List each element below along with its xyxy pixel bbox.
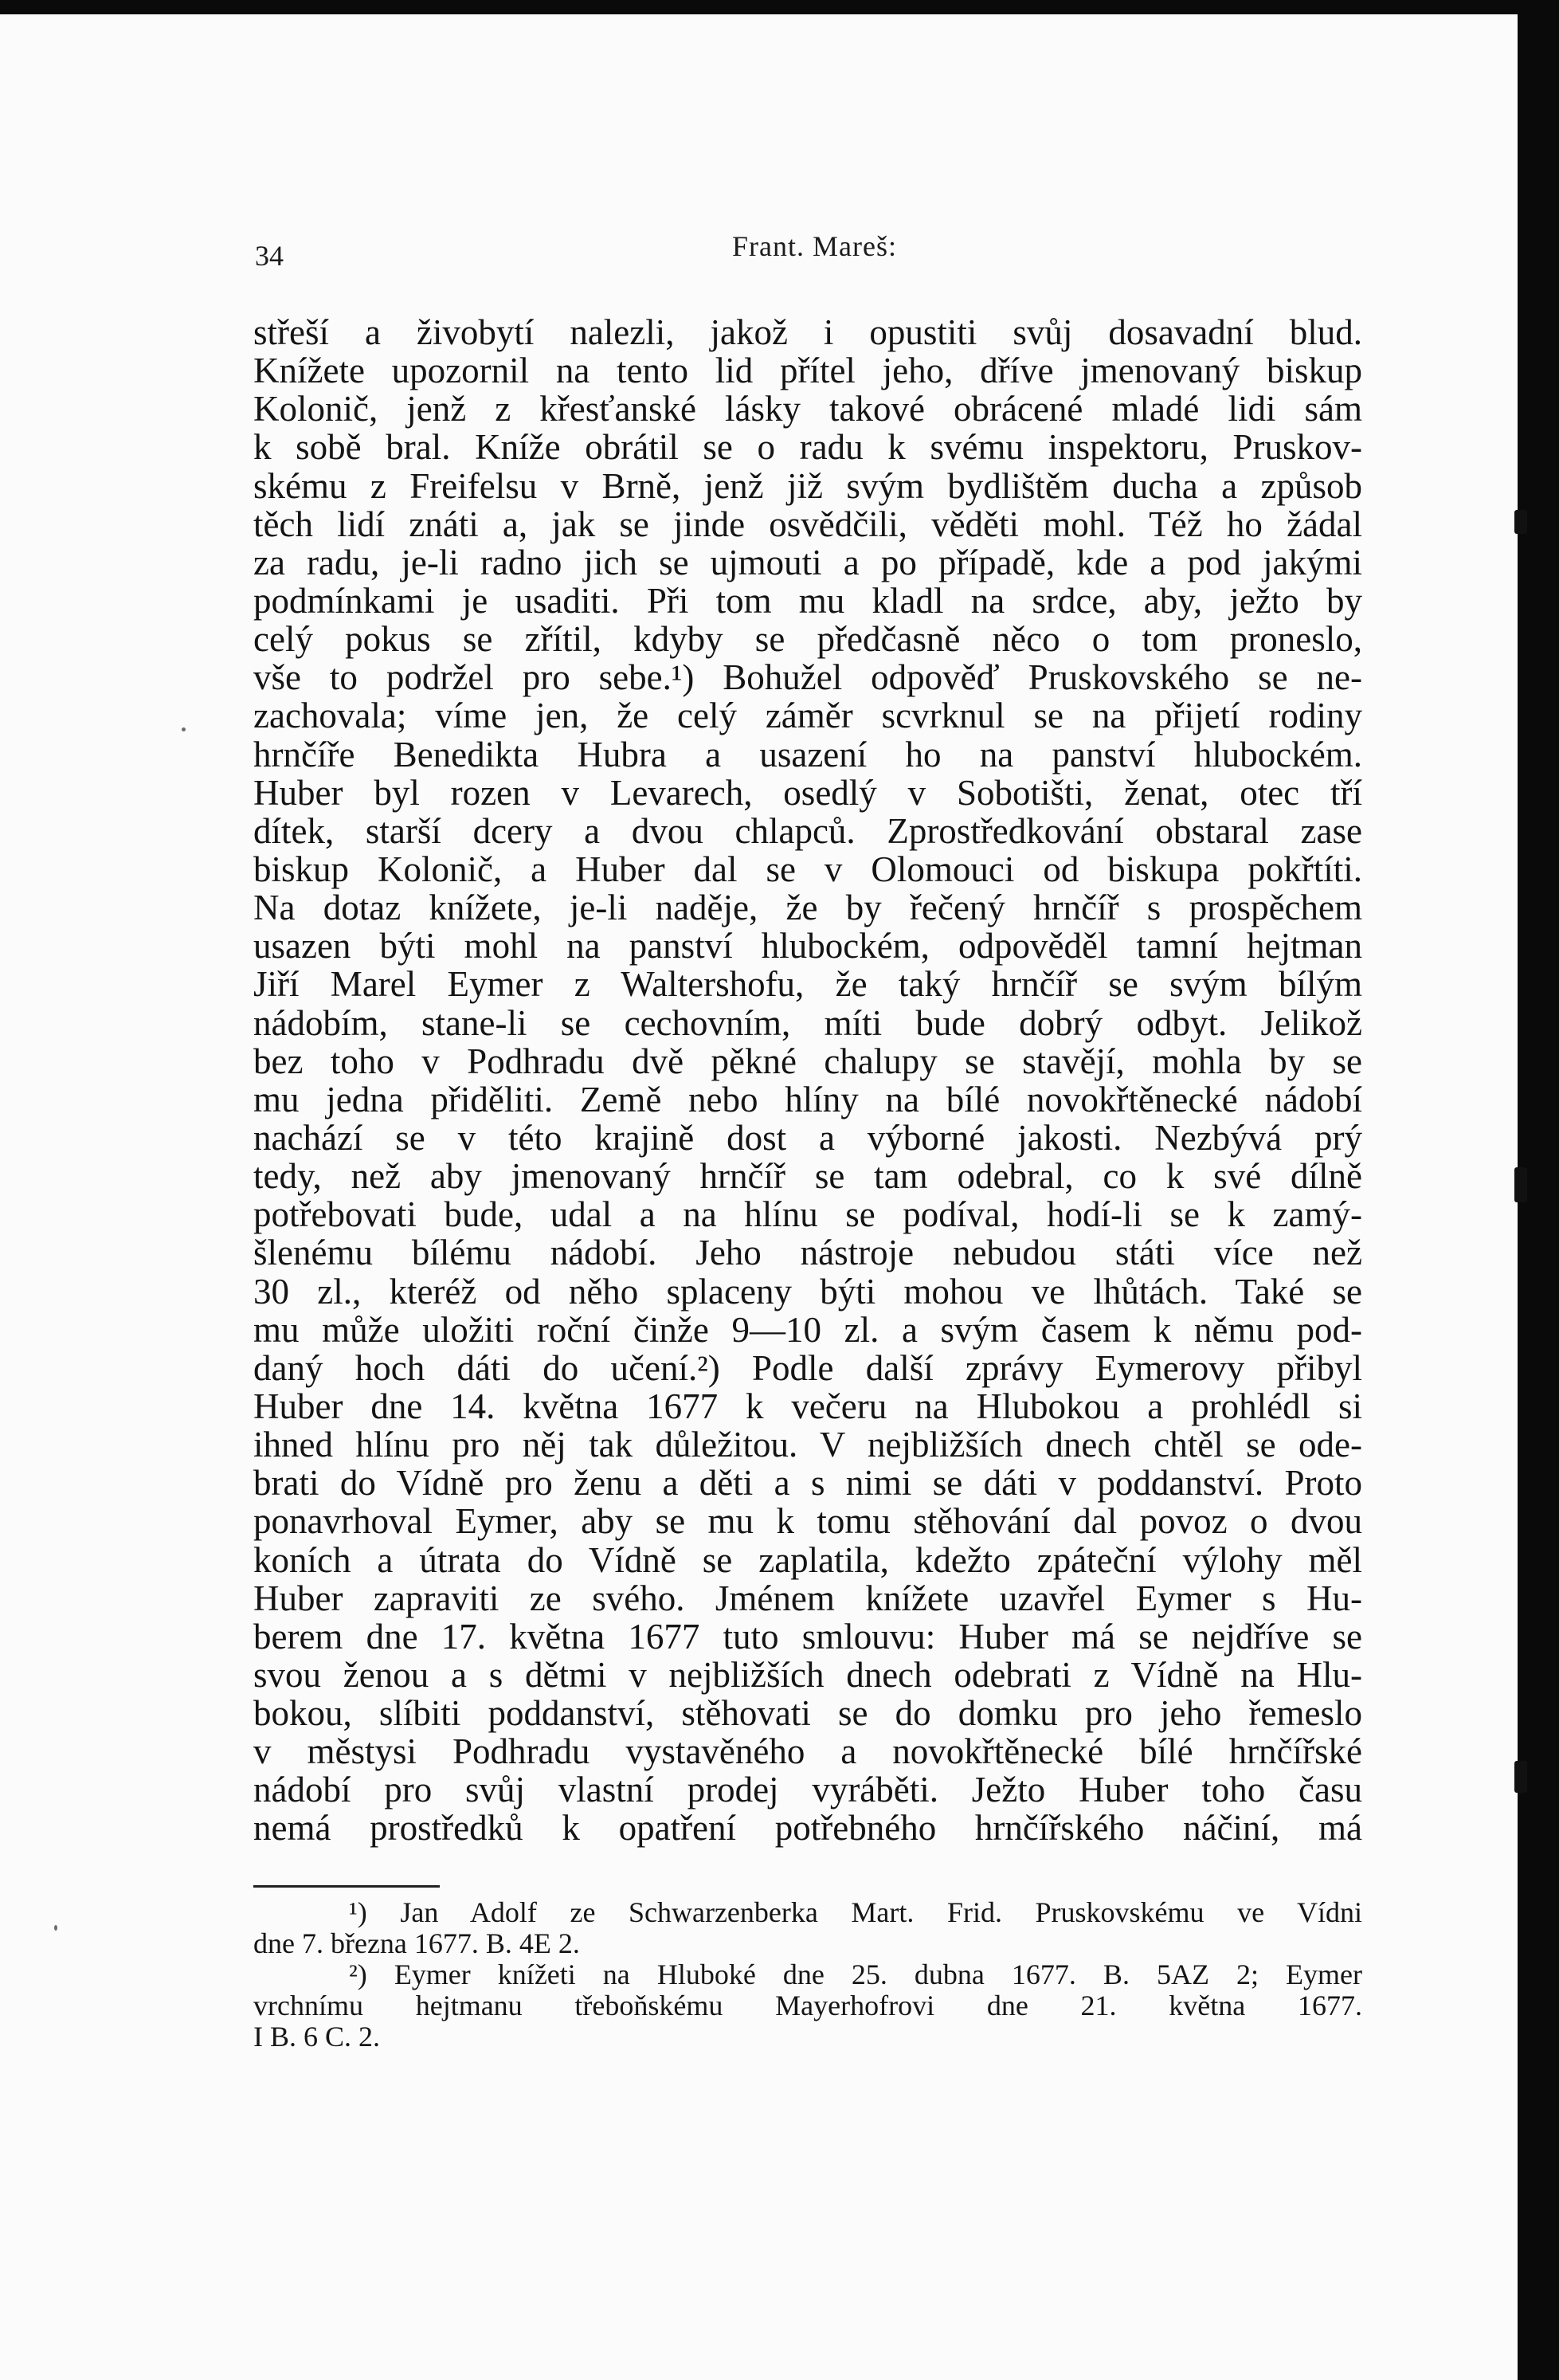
text-line: koních a útrata do Vídně se zaplatila, kdežto zpáteční výlohy měl: [253, 1539, 1362, 1580]
text-line: vše to podržel pro sebe.¹) Bohužel odpověď Pruskovského se ne-: [253, 657, 1362, 698]
text-line: potřebovati bude, udal a na hlínu se podíval, hodí-li se k zamý-: [253, 1194, 1362, 1235]
body-text: [253, 313, 1362, 1848]
footnote-rule: [253, 1885, 440, 1888]
footnote-line: vrchnímu hejtmanu třeboňskému Mayerhofrovi dne 21. května 1677.: [253, 1990, 1362, 2021]
binding-edge: [1518, 0, 1559, 2380]
text-line: Huber byl rozen v Levarech, osedlý v Sobotišti, ženat, otec tří: [253, 772, 1362, 813]
text-line: hrnčíře Benedikta Hubra a usazení ho na panství hlubockém.: [253, 734, 1362, 774]
binding-mark: [1514, 510, 1527, 534]
binding-mark: [1514, 1761, 1527, 1793]
text-line: Jiří Marel Eymer z Waltershofu, že taký hrnčíř se svým bílým: [253, 964, 1362, 1005]
text-line: dítek, starší dcery a dvou chlapců. Zprostředkování obstaral zase: [253, 810, 1362, 851]
text-line: mu může uložiti roční činže 9—10 zl. a svým časem k němu pod-: [253, 1309, 1362, 1350]
text-line: usazen býti mohl na panství hlubockém, odpověděl tamní hejtman: [253, 926, 1362, 967]
text-line: bez toho v Podhradu dvě pěkné chalupy se stavějí, mohla by se: [253, 1041, 1362, 1081]
running-head: Frant. Mareš:: [732, 230, 897, 262]
text-line: střeší a živobytí nalezli, jakož i opustiti svůj dosavadní blud.: [253, 312, 1362, 352]
text-line: těch lidí znáti a, jak se jinde osvědčili, věděti mohl. Též ho žádal: [253, 504, 1362, 544]
page-header: [255, 223, 1374, 271]
footnote-line: ²) Eymer knížeti na Hluboké dne 25. dubna 1677. B. 5AZ 2; Eymer: [349, 1959, 1362, 1990]
binding-mark: [1514, 1167, 1527, 1202]
text-line: mu jedna přiděliti. Země nebo hlíny na bílé novokřtěnecké nádobí: [253, 1079, 1362, 1119]
text-line: biskup Kolonič, a Huber dal se v Olomouci od biskupa pokřtíti.: [253, 849, 1362, 889]
footnote-line: ¹) Jan Adolf ze Schwarzenberka Mart. Frid. Pruskovskému ve Vídni: [349, 1896, 1362, 1928]
text-line: k sobě bral. Kníže obrátil se o radu k svému inspektoru, Pruskov-: [253, 427, 1362, 468]
text-line: Knížete upozornil na tento lid přítel jeho, dříve jmenovaný biskup: [253, 351, 1362, 391]
text-line: nemá prostředků k opatření potřebného hrnčířského náčiní, má: [253, 1808, 1362, 1849]
text-line: nádobí pro svůj vlastní prodej vyráběti. Ježto Huber toho času: [253, 1770, 1362, 1810]
scanned-page: [0, 14, 1518, 2380]
text-line: berem dne 17. května 1677 tuto smlouvu: Huber má se nejdříve se: [253, 1616, 1362, 1657]
text-line: v městysi Podhradu vystavěného a novokřtěnecké bílé hrnčířské: [253, 1731, 1362, 1772]
text-line: tedy, než aby jmenovaný hrnčíř se tam odebral, co k své dílně: [253, 1156, 1362, 1197]
text-line: ponavrhoval Eymer, aby se mu k tomu stěhování dal povoz o dvou: [253, 1501, 1362, 1542]
text-line: celý pokus se zřítil, kdyby se předčasně něco o tom proneslo,: [253, 619, 1362, 660]
text-line: bokou, slíbiti poddanství, stěhovati se do domku pro jeho řemeslo: [253, 1693, 1362, 1734]
text-line: svou ženou a s dětmi v nejbližších dnech odebrati z Vídně na Hlu-: [253, 1654, 1362, 1695]
text-line: podmínkami je usaditi. Při tom mu kladl na srdce, aby, ježto by: [253, 580, 1362, 621]
footnote-line: I B. 6 C. 2.: [253, 2021, 381, 2053]
text-line: Na dotaz knížete, je-li naděje, že by řečený hrnčíř s prospěchem: [253, 888, 1362, 928]
scan-speck: [182, 727, 186, 731]
footnotes: [253, 1897, 1362, 2053]
text-line: za radu, je-li radno jich se ujmouti a po případě, kde a pod jakými: [253, 542, 1362, 582]
text-line: zachovala; víme jen, že celý záměr scvrknul se na přijetí rodiny: [253, 696, 1362, 736]
text-line: daný hoch dáti do učení.²) Podle další zprávy Eymerovy přibyl: [253, 1347, 1362, 1388]
text-line: ihned hlínu pro něj tak důležitou. V nejbližších dnech chtěl se ode-: [253, 1425, 1362, 1465]
text-line: nádobím, stane-li se cechovním, míti bude dobrý odbyt. Jelikož: [253, 1002, 1362, 1043]
text-line: šlenému bílému nádobí. Jeho nástroje nebudou státi více než: [253, 1233, 1362, 1273]
footnote-line: dne 7. března 1677. B. 4E 2.: [253, 1927, 580, 1959]
text-line: Huber dne 14. května 1677 k večeru na Hlubokou a prohlédl si: [253, 1386, 1362, 1426]
text-line: Huber zapraviti ze svého. Jménem knížete uzavřel Eymer s Hu-: [253, 1578, 1362, 1618]
text-line: skému z Freifelsu v Brně, jenž již svým bydlištěm ducha a způsob: [253, 465, 1362, 506]
scan-speck: [54, 1925, 57, 1931]
text-line: Kolonič, jenž z křesťanské lásky takové obrácené mladé lidi sám: [253, 389, 1362, 429]
page-number: 34: [255, 240, 284, 272]
text-line: nachází se v této krajině dost a výborné jakosti. Nezbývá prý: [253, 1117, 1362, 1158]
text-line: brati do Vídně pro ženu a děti a s nimi se dáti v poddanství. Proto: [253, 1463, 1362, 1504]
text-line: 30 zl., kteréž od něho splaceny býti mohou ve lhůtách. Také se: [253, 1271, 1362, 1312]
